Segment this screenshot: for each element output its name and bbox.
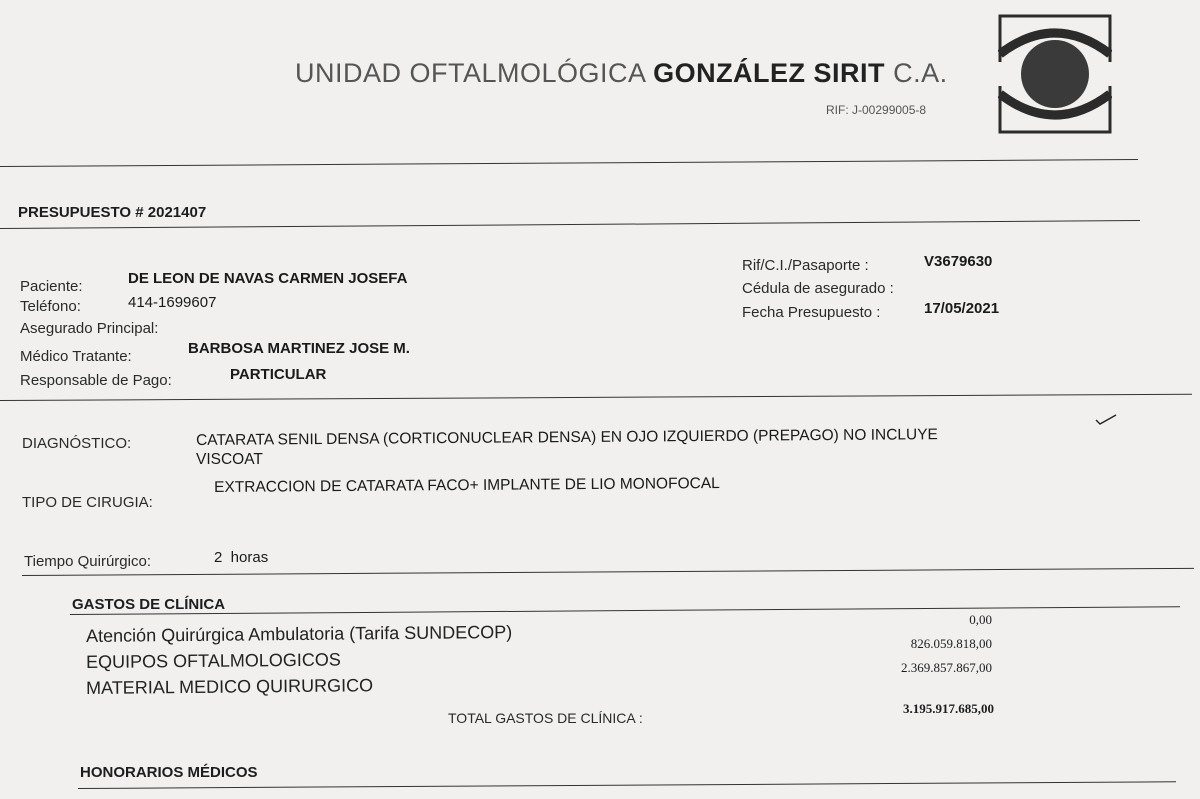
phone-label: Teléfono:: [20, 298, 81, 315]
date-label: Fecha Presupuesto :: [742, 304, 881, 321]
surgery-time-label: Tiempo Quirúrgico:: [24, 553, 151, 570]
diagnosis-line1: CATARATA SENIL DENSA (CORTICONUCLEAR DENSA) EN OJO IZQUIERDO (PREPAGO) NO INCLUYE: [196, 426, 938, 449]
date-value: 17/05/2021: [924, 300, 1000, 317]
title-divider: [0, 220, 1140, 229]
surgery-type-label: TIPO DE CIRUGIA:: [22, 494, 153, 511]
time-divider: [22, 568, 1194, 576]
clinic-rif: RIF: J-00299005-8: [826, 103, 927, 117]
clinic-name-bold: GONZÁLEZ SIRIT: [653, 58, 886, 88]
insured-id-label: Cédula de asegurado :: [742, 280, 894, 297]
doctor-value: BARBOSA MARTINEZ JOSE M.: [188, 340, 410, 357]
clinic-name-suffix: C.A.: [893, 58, 948, 88]
phone-value: 414-1699607: [128, 294, 217, 311]
cost-row-2-label: EQUIPOS OFTALMOLOGICOS: [86, 649, 341, 672]
budget-title: PRESUPUESTO # 2021407: [18, 204, 207, 221]
clinic-costs-divider: [70, 606, 1180, 615]
cost-row-1-amount: 826.059.818,00: [910, 636, 992, 651]
diagnosis-line2: VISCOAT: [196, 451, 263, 468]
diagnosis-label: DIAGNÓSTICO:: [22, 435, 132, 452]
clinic-name-light: UNIDAD OFTALMOLÓGICA: [295, 58, 646, 88]
cost-row-3-label: MATERIAL MEDICO QUIRURGICO: [86, 675, 374, 698]
rif-label: Rif/C.I./Pasaporte :: [742, 257, 869, 274]
cost-row-2-amount: 2.369.857.867,00: [901, 660, 992, 675]
surgery-type-value: EXTRACCION DE CATARATA FACO+ IMPLANTE DE LIO MONOFOCAL: [214, 475, 720, 496]
header-divider: [0, 159, 1138, 167]
payer-value: PARTICULAR: [230, 366, 327, 383]
clinic-name: [295, 58, 948, 89]
fees-divider: [78, 781, 1176, 789]
checkmark-icon: [1095, 414, 1117, 426]
doctor-label: Médico Tratante:: [20, 348, 132, 365]
clinic-total-value: 3.195.917.685,00: [903, 701, 994, 716]
eye-logo-icon: [998, 14, 1112, 134]
fees-title: HONORARIOS MÉDICOS: [80, 764, 258, 781]
surgery-time-value: 2 horas: [214, 549, 269, 566]
clinic-costs-title: GASTOS DE CLÍNICA: [72, 596, 226, 613]
cost-row-0-amount: 0,00: [969, 612, 992, 627]
clinic-total-label: TOTAL GASTOS DE CLÍNICA :: [448, 710, 643, 726]
payer-label: Responsable de Pago:: [20, 372, 172, 389]
rif-value: V3679630: [924, 253, 993, 270]
cost-row-1-label: Atención Quirúrgica Ambulatoria (Tarifa SUNDECOP): [86, 621, 513, 646]
patient-value: DE LEON DE NAVAS CARMEN JOSEFA: [128, 270, 408, 287]
patient-divider: [0, 394, 1192, 401]
patient-label: Paciente:: [20, 278, 83, 295]
insured-label: Asegurado Principal:: [20, 320, 159, 337]
